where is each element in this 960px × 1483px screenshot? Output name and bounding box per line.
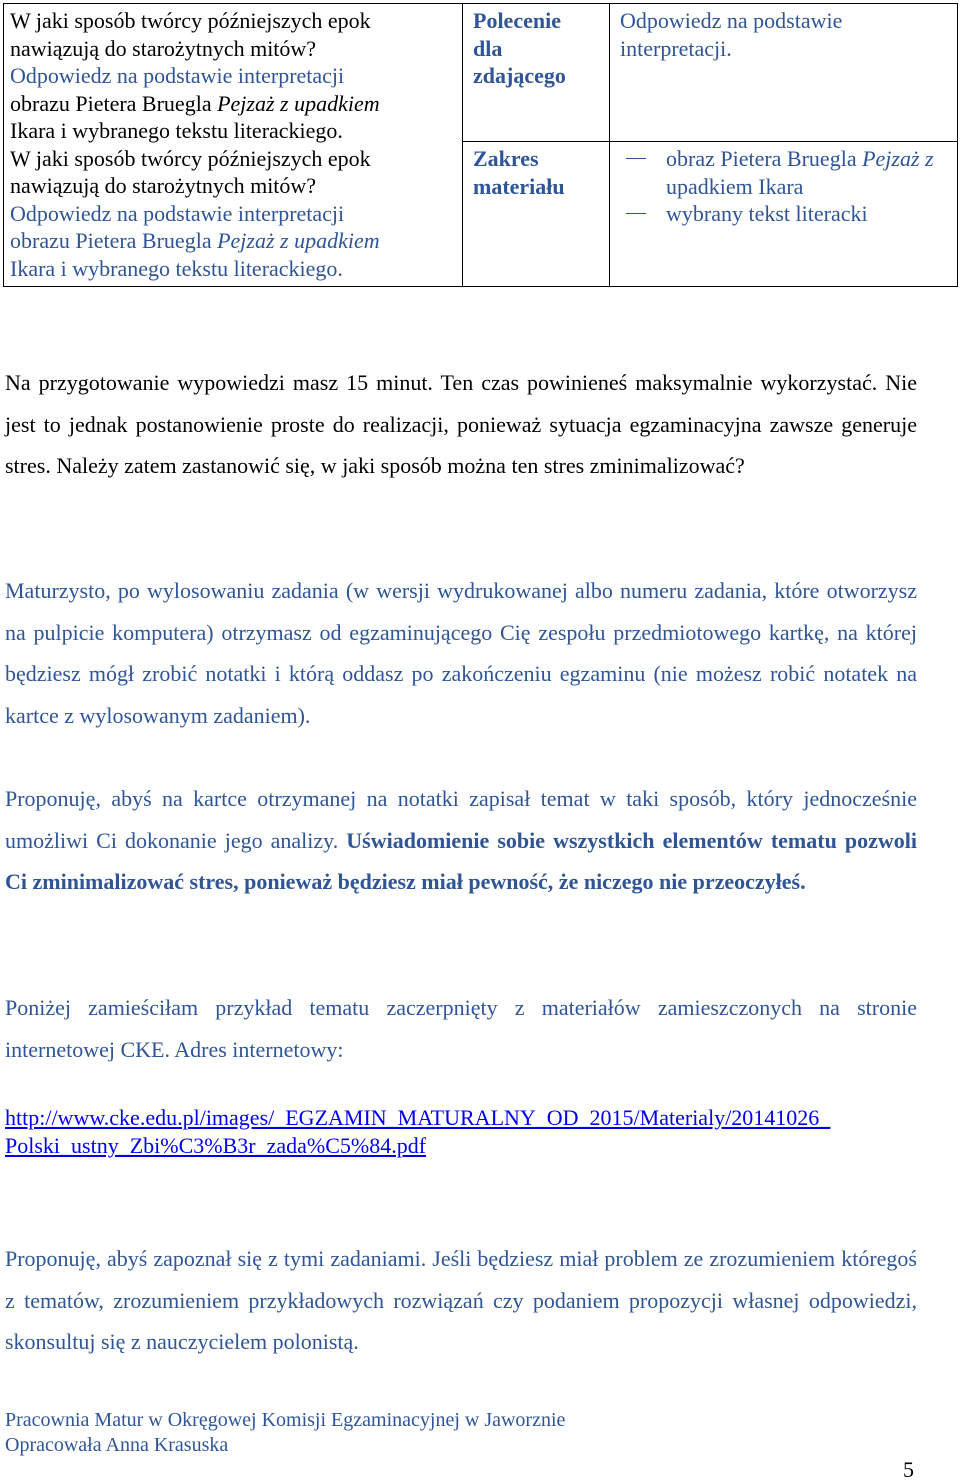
proposal-bold-text: Uświadomienie sobie wszystkich elementów tematu pozwoli Ci zminimalizować stres, ponieważ będziesz miał pewność, że niczego nie przeoczyłeś.: [5, 827, 917, 894]
table-row: [4, 4, 958, 142]
label-scope-cell: [463, 142, 610, 287]
scope-item-text: [666, 145, 934, 200]
task-line: W jaki sposób twórcy późniejszych epok: [10, 145, 371, 171]
task-line: nawiązują do starożytnych mitów?: [10, 35, 317, 61]
dash-bullet-icon: [626, 158, 646, 159]
link-line[interactable]: http://www.cke.edu.pl/images/_EGZAMIN_MATURALNY_OD_2015/Materialy/20141026_: [5, 1105, 831, 1130]
task-text: obrazu Pietera Bruegla: [10, 90, 218, 116]
paragraph-example: Poniżej zamieściłam przykład tematu zaczerpnięty z materiałów zamieszczonych na stronie internetowej CKE. Adres internetowy:: [5, 995, 917, 1062]
task-line: W jaki sposób twórcy późniejszych epok: [10, 8, 371, 33]
dash-bullet-icon: [626, 213, 646, 214]
footer-line: Pracownia Matur w Okręgowej Komisji Egzaminacyjnej w Jaworznie: [5, 1409, 566, 1431]
scope-item-text: wybrany tekst literacki: [666, 201, 868, 226]
scope-item-line2: upadkiem Ikara: [666, 173, 804, 199]
scope-list: [626, 145, 951, 228]
label-instruction-line: dla: [473, 35, 503, 61]
label-instruction-line: zdającego: [473, 63, 566, 88]
task-title-italic: Pejzaż z upadkiem: [217, 228, 380, 253]
task-line: nawiązują do starożytnych mitów?: [10, 173, 317, 198]
instruction-line: Odpowiedz na podstawie: [620, 8, 843, 33]
scope-item-plain: obraz Pietera Bruegla: [666, 146, 863, 171]
list-item: [626, 145, 951, 200]
page-number: 5: [903, 1457, 914, 1482]
instruction-cell: [610, 4, 958, 142]
link-line[interactable]: Polski_ustny_Zbi%C3%B3r_zada%C5%84.pdf: [5, 1133, 427, 1158]
instruction-line: interpretacji.: [620, 35, 732, 61]
task-line: Ikara i wybranego tekstu literackiego.: [10, 118, 343, 143]
label-scope-line: Zakres: [473, 146, 539, 171]
task-text: obrazu Pietera Bruegla: [10, 228, 218, 253]
label-instruction-line: Polecenie: [473, 8, 561, 33]
scope-item-italic: Pejzaż z: [862, 146, 934, 171]
task-line: Odpowiedz na podstawie interpretacji: [10, 63, 345, 88]
proposal-text: Proponuję, abyś na kartce otrzymanej na notatki zapisał temat w taki sposób, który jednocześnie umożliwi Ci dokonanie jego analizy.: [5, 786, 917, 853]
label-instruction-cell: [463, 4, 610, 142]
label-scope-line: materiału: [473, 173, 565, 199]
task-line: Ikara i wybranego tekstu literackiego.: [10, 255, 343, 281]
paragraph-proposal: [5, 778, 917, 903]
topic-table: [3, 3, 958, 287]
scope-cell: [610, 142, 958, 287]
paragraph-procedure: Maturzysto, po wylosowaniu zadania (w wersji wydrukowanej albo numeru zadania, które otworzysz na pulpicie komputera) otrzymasz od egzaminującego Cię zespołu przedmiotowego kartkę, na której będziesz mógł zrobić notatki i którą oddasz po zakończeniu egzaminu (nie możesz robić notatek na kartce z wylosowanym zadaniem).: [5, 578, 917, 728]
cke-link[interactable]: [5, 1104, 945, 1160]
task-line: [10, 90, 456, 118]
paragraph-closing: Proponuję, abyś zapoznał się z tymi zadaniami. Jeśli będziesz miał problem ze zrozumieniem któregoś z tematów, zrozumieniem przykładowych rozwiązań czy podaniem propozycji własnej odpowiedzi, skonsultuj się z nauczycielem polonistą.: [5, 1246, 917, 1354]
paragraph-time: Na przygotowanie wypowiedzi masz 15 minut. Ten czas powinieneś maksymalnie wykorzystać. Nie jest to jednak postanowienie proste do realizacji, ponieważ sytuacja egzaminacyjna zawsze generuje stres. Należy zatem zastanowić się, w jaki sposób można ten stres zminimalizować?: [5, 370, 917, 478]
footer: [5, 1408, 565, 1458]
list-item: [626, 200, 951, 228]
task-line: [10, 227, 456, 255]
task-title-italic: Pejzaż z upadkiem: [217, 90, 380, 116]
footer-line: Opracowała Anna Krasuska: [5, 1434, 229, 1456]
task-line: Odpowiedz na podstawie interpretacji: [10, 200, 345, 226]
task-cell: [4, 4, 463, 287]
